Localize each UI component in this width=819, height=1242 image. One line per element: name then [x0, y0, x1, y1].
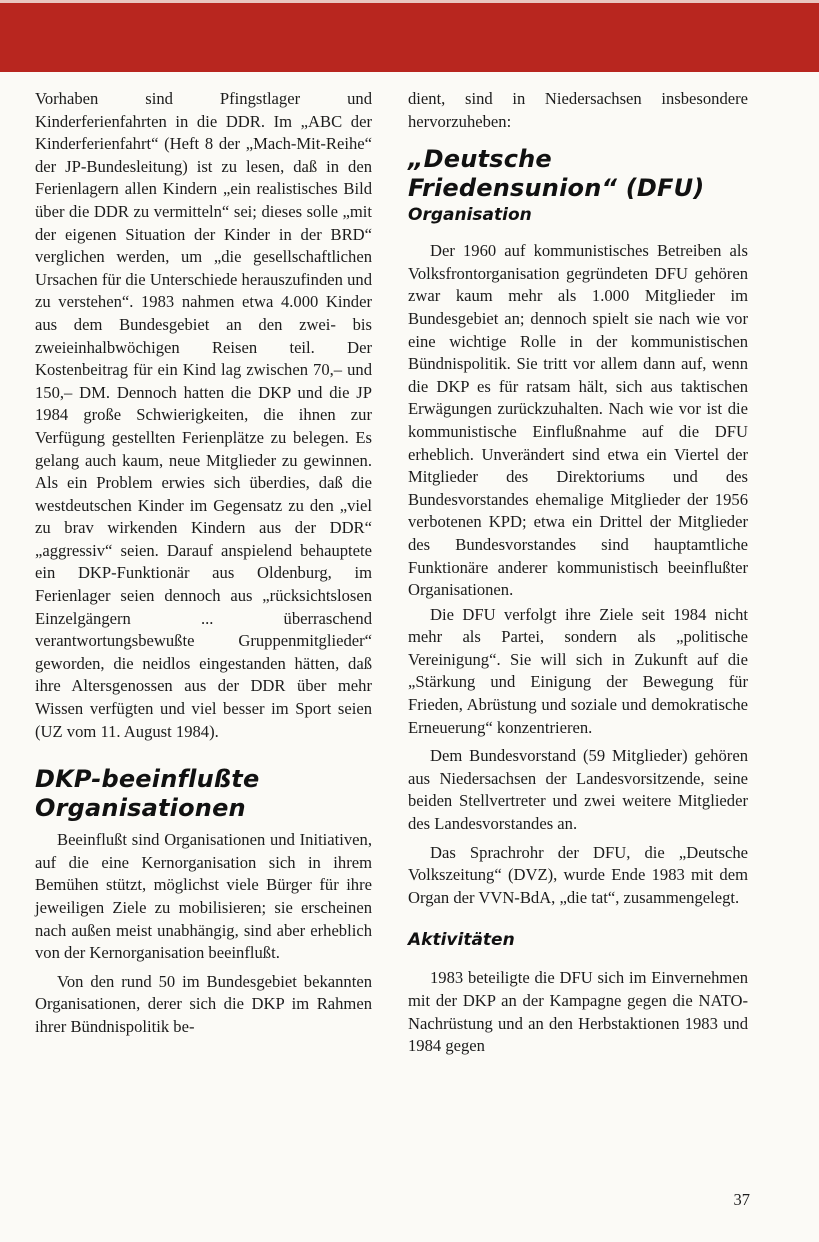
paragraph-bundesvorstand: Dem Bundesvorstand (59 Mitglieder) gehören aus Niedersachsen der Landesvorsitzende, seine beiden Stellvertreter und zwei weitere Mitglieder des Landesvorstandes an. — [408, 746, 748, 834]
paragraph-hervorzuheben: dient, sind in Niedersachsen insbesondere hervorzuheben: — [408, 89, 748, 131]
paragraph-ferienfahrten: Vorhaben sind Pfingstlager und Kinderferienfahrten in die DDR. Im „ABC der Kinderferienfahrt“ (Heft 8 der „Mach-Mit-Reihe“ der JP-Bundesleitung) ist zu lesen, daß in den Ferienlagern allen Kindern „ein realistisches Bild über die DDR zu vermitteln“ sei; dieses solle „mit der eigenen Situation der Kinder in der BRD“ verglichen werden, um „die gesellschaftlichen Ursachen für die Unterschiede herauszufinden und zu verstehen“. 1983 nahmen etwa 4.000 Kinder aus dem Bundesgebiet an den zwei- bis zweieinhalbwöchigen Reisen teil. Der Kostenbeitrag für ein Kind lag zwischen 70,– und 150,– DM. Dennoch hatten die DKP und die JP 1984 große Schwierigkeiten, die ihnen zur Verfügung gestellten Ferienplätze zu belegen. Es gelang auch kaum, neue Mitglieder zu gewinnen. Als ein Problem erwies sich überdies, daß die westdeutschen Kinder im Gegensatz zu den „viel zu brav wirkenden Kindern aus der DDR“ „aggressiv“ seien. Darauf anspielend behauptete ein DKP-Funktionär aus Oldenburg, im Ferienlager seien dennoch aus „rücksichtslosen Einzelgängern ... überraschend verantwortungsbewußte Gruppenmitglieder“ geworden, die neidlos eingestanden hätten, daß ihre Altersgenossen aus der DDR über mehr Wissen verfügten und viel besser im Sport seien (UZ vom 11. August 1984). — [35, 89, 372, 741]
subheading-aktivitaeten: Aktivitäten — [408, 930, 515, 951]
paragraph-beeinflusst-definition: Beeinflußt sind Organisationen und Initiativen, auf die eine Kernorganisation sich in ihrem Bemühen stützt, möglichst viele Bürger für ihre jeweiligen Ziele zu mobilisieren; sie erscheinen nach außen meist unabhängig, sind aber erheblich von der Kernorganisation beeinflußt. — [35, 830, 372, 963]
right-column — [408, 88, 748, 1058]
paragraph-dfu-ziele: Die DFU verfolgt ihre Ziele seit 1984 nicht mehr als Partei, sondern als „politische Vereinigung“. Sie will sich in Zukunft auf die „Stärkung und Einigung der Bewegung für Frieden, Abrüstung und soziale und demokratische Erneuerung“ konzentrieren. — [408, 604, 748, 737]
page-number: 37 — [733, 1190, 750, 1209]
left-column — [35, 88, 372, 1039]
paragraph-rund-50-organisationen: Von den rund 50 im Bundesgebiet bekannten Organisationen, derer sich die DKP im Rahmen ihrer Bündnispolitik be- — [35, 971, 372, 1036]
paragraph-aktivitaeten: 1983 beteiligte die DFU sich im Einvernehmen mit der DKP an der Kampagne gegen die NATO-Nachrüstung und an den Herbstaktionen 1983 und 1984 gegen — [408, 968, 748, 1056]
header-color-band — [0, 0, 819, 72]
section-heading-dfu: „Deutsche Friedensunion“ (DFU) — [408, 145, 705, 203]
subheading-organisation: Organisation — [408, 205, 532, 226]
paragraph-sprachrohr: Das Sprachrohr der DFU, die „Deutsche Volkszeitung“ (DVZ), wurde Ende 1983 mit dem Organ der VVN-BdA, „die tat“, zusammengelegt. — [408, 842, 748, 907]
paragraph-dfu-organisation: Der 1960 auf kommunistisches Betreiben als Volksfrontorganisation gegründeten DFU gehören zwar kaum mehr als 1.000 Mitglieder im Bundesgebiet an; dennoch spielt sie nach wie vor eine wichtige Rolle in der kommunistischen Bündnispolitik. Sie tritt vor allem dann auf, wenn die DKP es für ratsam hält, sich aus taktischen Erwägungen zurückzuhalten. Nach wie vor ist die kommunistische Einflußnahme auf die DFU erheblich. Unverändert sind etwa ein Viertel der Mitglieder des Direktoriums und des Bundesvorstandes ehemalige Mitglieder der 1956 verbotenen KPD; etwa ein Drittel der Mitglieder des Bundesvorstandes sind hauptamtliche Funktionäre anderer kommunistisch beeinflußter Organisationen. — [408, 241, 748, 600]
section-heading-beeinflusste-organisationen: DKP-beeinflußte Organisationen — [35, 765, 260, 823]
